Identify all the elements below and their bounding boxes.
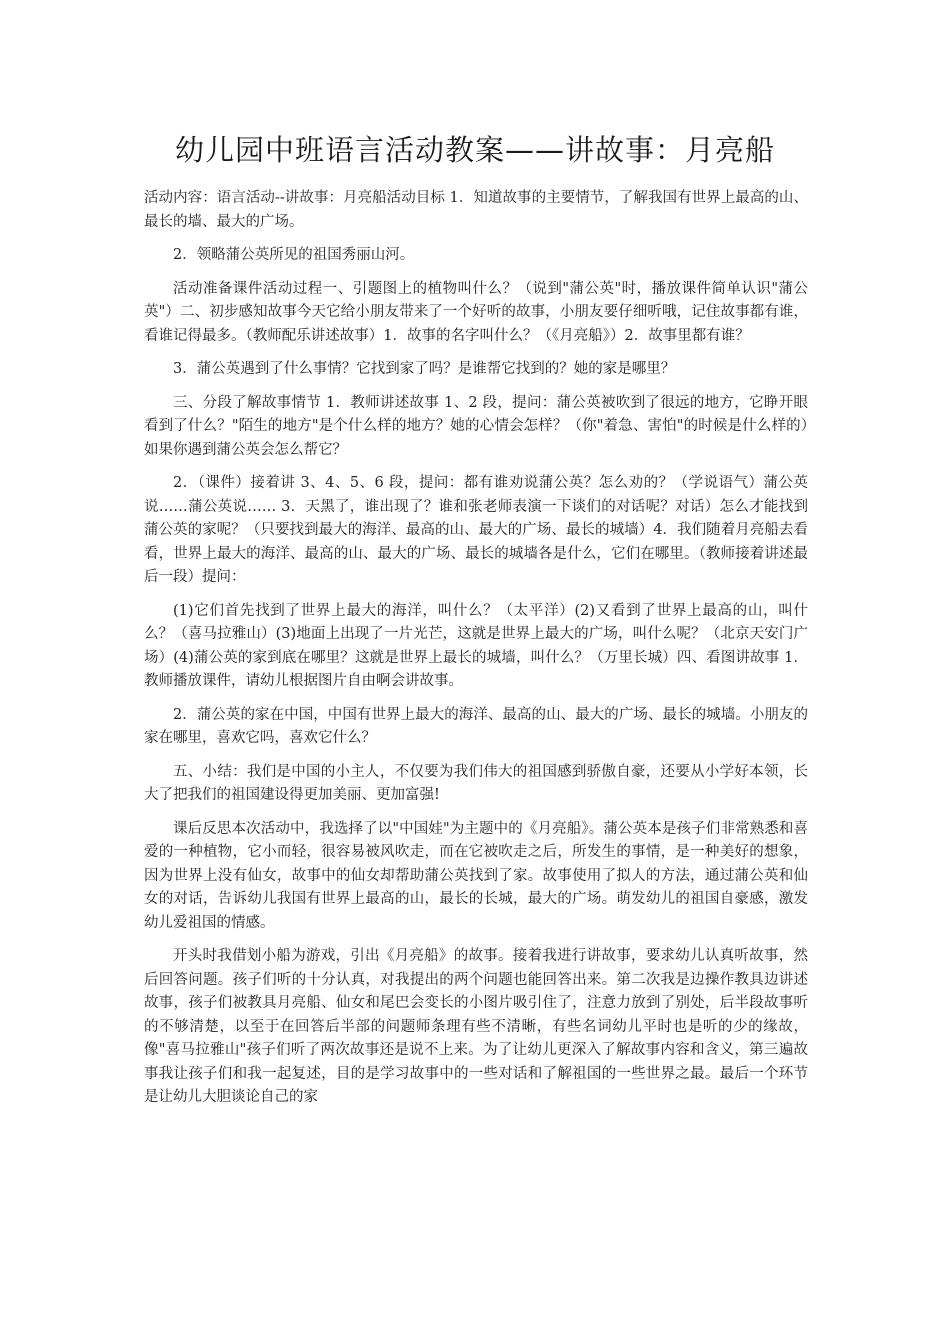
paragraph-preparation-process: 活动准备课件活动过程一、引题图上的植物叫什么？（说到"蒲公英"时，播放课件简单认识"蒲公英"）二、初步感知故事今天它给小朋友带来了一个好听的故事，小朋友要仔细听哦，记住故事都有谁，看谁记得最多。（教师配乐讲述故事）1．故事的名字叫什么？（《月亮船》）2．故事里都有谁？ bbox=[144, 280, 808, 344]
paragraph-goal-2: 2．领略蒲公英所见的祖国秀丽山河。 bbox=[173, 247, 415, 263]
paragraph-reflection-continued: 开头时我借划小船为游戏，引出《月亮船》的故事。接着我进行讲故事，要求幼儿认真听故事，然后回答问题。孩子们听的十分认真，对我提出的两个问题也能回答出来。第二次我是边操作教具边讲述故事，孩子们被教具月亮船、仙女和尾巴会变长的小图片吸引住了，注意力放到了别处，后半段故事听的不够清楚，以至于在回答后半部的问题师条理有些不清晰，有些名词幼儿平时也是听的少的缘故，像"喜马拉雅山"孩子们听了两次故事还是说不上来。为了让幼儿更深入了解故事内容和含义，第三遍故事我让孩子们和我一起复述，目的是学习故事中的一些对话和了解祖国的一些世界之最。最后一个环节是让幼儿大胆谈论自己的家 bbox=[144, 948, 808, 1105]
paragraph-reflection: 课后反思本次活动中，我选择了以"中国娃"为主题中的《月亮船》。蒲公英本是孩子们非常熟悉和喜爱的一种植物，它小而轻，很容易被风吹走，而在它被吹走之后，所发生的事情，是一种美好的想象，因为世界上没有仙女，故事中的仙女却帮助蒲公英找到了家。故事使用了拟人的方法，通过蒲公英和仙女的对话，告诉幼儿我国有世界上最高的山，最长的长城，最大的广场。萌发幼儿的祖国自豪感，激发幼儿爱祖国的情感。 bbox=[144, 820, 808, 931]
document-body bbox=[144, 187, 808, 1120]
paragraph-activity-content: 活动内容：语言活动--讲故事：月亮船活动目标 1．知道故事的主要情节，了解我国有世界上最高的山、最长的墙、最大的广场。 bbox=[144, 190, 808, 230]
paragraph-question-3: 3．蒲公英遇到了什么事情？它找到家了吗？是谁帮它找到的？她的家是哪里？ bbox=[173, 361, 676, 377]
paragraph-courseware-2: 2．（课件）接着讲 3、4、5、6 段，提问：都有谁劝说蒲公英？怎么劝的？（学说语气）蒲公英说……蒲公英说…… 3．天黑了，谁出现了？谁和张老师表演一下谈们的对话呢？对话）怎么才能找到蒲公英的家呢？（只要找到最大的海洋、最高的山、最大的广场、最长的城墙）4．我们随着月亮船去看看，世界上最大的海洋、最高的山、最大的广场、最长的城墙各是什么，它们在哪里。（教师接着讲述最后一段）提问： bbox=[144, 475, 808, 585]
document-title: 幼儿园中班语言活动教案——讲故事：月亮船 bbox=[174, 133, 775, 167]
paragraph-summary: 五、小结：我们是中国的小主人，不仅要为我们伟大的祖国感到骄傲自豪，还要从小学好本领，长大了把我们的祖国建设得更加美丽、更加富强! bbox=[144, 763, 808, 803]
paragraph-section-3: 三、分段了解故事情节 1．教师讲述故事 1、2 段，提问：蒲公英被吹到了很远的地方，它睁开眼看到了什么？"陌生的地方"是个什么样的地方？她的心情会怎样？（你"着急、害怕"的时候是什么样的）如果你遇到蒲公英会怎么帮它？ bbox=[144, 394, 808, 458]
paragraph-home-in-china: 2．蒲公英的家在中国，中国有世界上最大的海洋、最高的山、最大的广场、最长的城墙。小朋友的家在哪里，喜欢它吗，喜欢它什么？ bbox=[144, 706, 808, 746]
paragraph-questions-list: (1)它们首先找到了世界上最大的海洋，叫什么？（太平洋）(2)又看到了世界上最高的山，叫什么？（喜马拉雅山）(3)地面上出现了一片光芒，这就是世界上最大的广场，叫什么呢？（北京天安门广场）(4)蒲公英的家到底在哪里？这就是世界上最长的城墙，叫什么？（万里长城）四、看图讲故事 1．教师播放课件，请幼儿根据图片自由啊会讲故事。 bbox=[144, 602, 808, 689]
